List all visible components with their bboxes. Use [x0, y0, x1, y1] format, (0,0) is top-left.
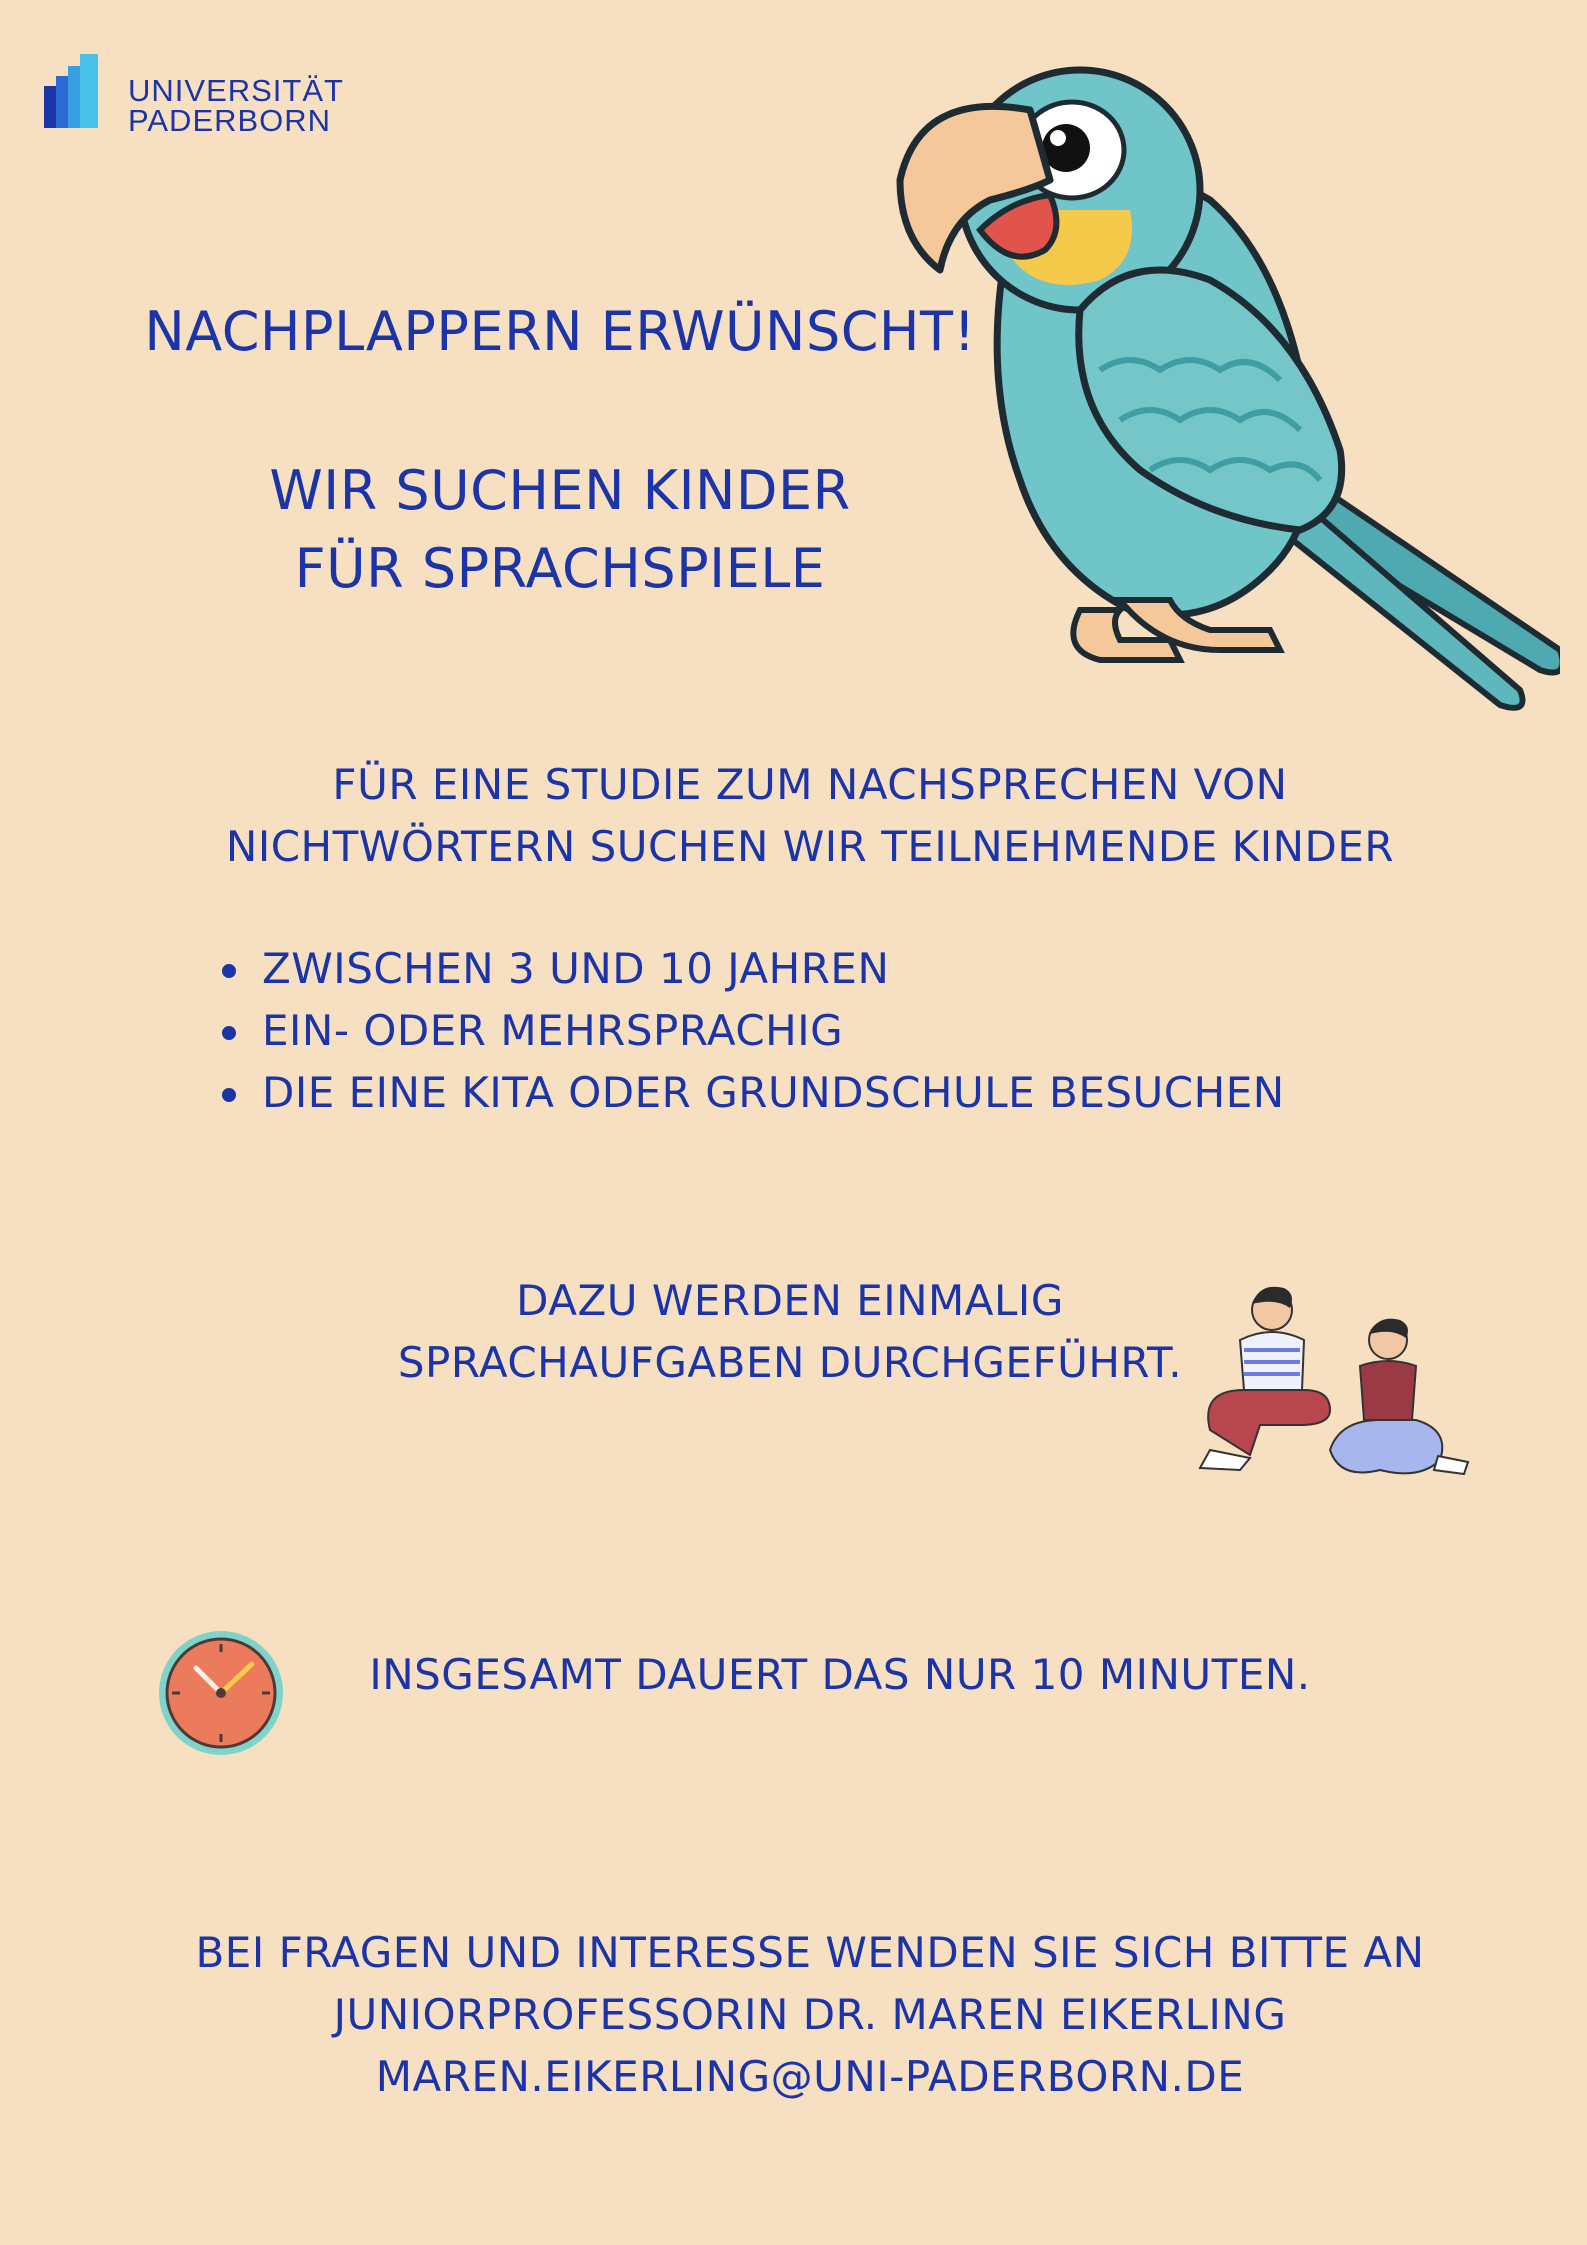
tasks-line-1: DAZU WERDEN EINMALIG: [516, 1276, 1064, 1325]
logo-line-2: PADERBORN: [128, 103, 332, 138]
subheadline-line-2: FÜR SPRACHSPIELE: [294, 537, 826, 600]
logo-line-1: UNIVERSITÄT: [128, 73, 344, 108]
list-item: DIE EINE KITA ODER GRUNDSCHULE BESUCHEN: [218, 1062, 1285, 1124]
tasks-text: [340, 1270, 1240, 1394]
study-description: [100, 754, 1520, 878]
study-line-1: FÜR EINE STUDIE ZUM NACHSPRECHEN VON: [332, 760, 1288, 809]
list-item: EIN- ODER MEHRSPRACHIG: [218, 1000, 1285, 1062]
study-line-2: NICHTWÖRTERN SUCHEN WIR TEILNEHMENDE KINDER: [225, 822, 1395, 871]
criteria-list: [218, 938, 1285, 1124]
clock-icon: [156, 1628, 286, 1758]
duration-text: INSGESAMT DAUERT DAS NUR 10 MINUTEN.: [369, 1650, 1311, 1699]
subheadline: [120, 452, 1000, 608]
tasks-line-2: SPRACHAUFGABEN DURCHGEFÜHRT.: [397, 1338, 1183, 1387]
university-logo-text: [128, 73, 344, 138]
contact-email[interactable]: MAREN.EIKERLING@UNI-PADERBORN.DE: [375, 2052, 1245, 2101]
contact-line-1: BEI FRAGEN UND INTERESSE WENDEN SIE SICH BITTE AN: [195, 1928, 1425, 1977]
parrot-illustration: [880, 50, 1560, 720]
headline: NACHPLAPPERN ERWÜNSCHT!: [144, 300, 976, 363]
children-illustration: [1180, 1280, 1480, 1500]
list-item: ZWISCHEN 3 UND 10 JAHREN: [218, 938, 1285, 1000]
contact-line-2: JUNIORPROFESSORIN DR. MAREN EIKERLING: [333, 1990, 1287, 2039]
contact-info: [100, 1922, 1520, 2108]
subheadline-line-1: WIR SUCHEN KINDER: [269, 459, 851, 522]
